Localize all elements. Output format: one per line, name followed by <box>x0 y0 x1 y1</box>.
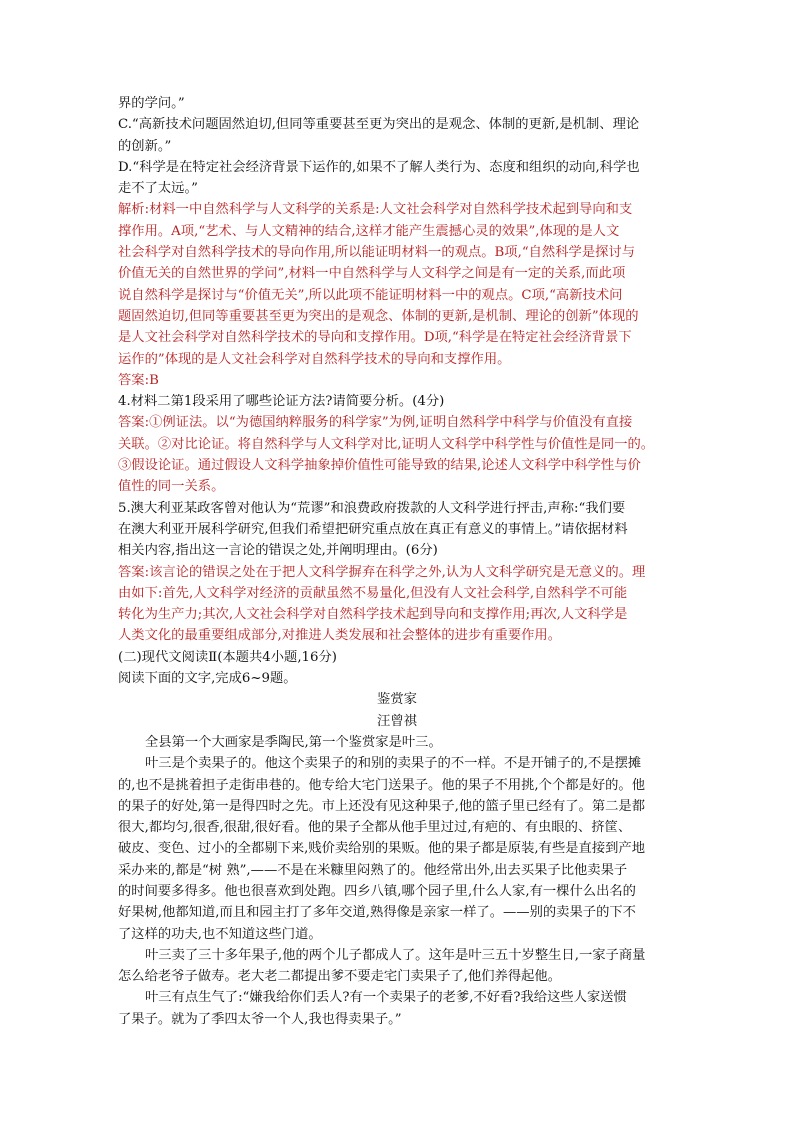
text-line: 叶三卖了三十多年果子,他的两个儿子都成人了。这年是叶三五十岁整生日,一家子商量 <box>145 947 646 963</box>
text-line: 转化为生产力;其次,人文社会科学对自然科学技术起到导向和支撑作用;再次,人文科学是 <box>118 607 628 623</box>
text-line: 运作的”体现的是人文社会科学对自然科学技术的导向和支撑作用。 <box>118 351 511 367</box>
text-line: 答案:B <box>118 372 159 388</box>
text-line: 撑作用。A项,“艺术、与人文精神的结合,这样才能产生震撼心灵的效果”,体现的是人文 <box>118 223 620 239</box>
text-line: 题固然迫切,但同等重要甚至更为突出的是观念、体制的更新,是机制、理论的创新”体现的 <box>118 308 639 324</box>
text-line: 相关内容,指出这一言论的错误之处,并阐明理由。(6分) <box>118 543 438 559</box>
text-line: 答案:该言论的错误之处在于把人文科学摒弃在科学之外,认为人文科学研究是无意义的。理 <box>118 564 646 580</box>
text-line: 汪曾祺 <box>377 713 417 729</box>
text-line: (二)现代文阅读Ⅱ(本题共4小题,16分) <box>118 649 337 665</box>
text-line: 由如下:首先,人文科学对经济的贡献虽然不易量化,但没有人文社会科学,自然科学不可能 <box>118 585 628 601</box>
text-line: 了这样的功夫,也不知道这些门道。 <box>118 926 322 942</box>
text-line: 关联。②对比论证。将自然科学与人文科学对比,证明人文科学中科学性与价值性是同一的。 <box>118 436 655 452</box>
text-line: 5.澳大利亚某政客曾对他认为“荒谬”和浪费政府拨款的人文科学进行抨击,声称:“我们要 <box>118 500 626 516</box>
text-line: 走不了太远。” <box>118 181 198 197</box>
text-line: 怎么给老爷子做寿。老大老二都提出爹不要走宅门卖果子了,他们养得起他。 <box>118 969 562 985</box>
text-line: 的果子的好处,第一是得四时之先。市上还没有见这种果子,他的篮子里已经有了。第二是都 <box>118 798 646 814</box>
text-line: 界的学问。” <box>118 96 185 111</box>
text-line: ③假设论证。通过假设人文科学抽象掉价值性可能导致的结果,论述人文科学中科学性与价 <box>118 458 641 474</box>
text-line: 全县第一个大画家是季陶民,第一个鉴赏家是叶三。 <box>145 734 442 750</box>
text-line: 的时间要多得多。他也很喜欢到处跑。四乡八镇,哪个园子里,什么人家,有一棵什么出名的 <box>118 883 636 899</box>
text-line: 在澳大利亚开展科学研究,但我们希望把研究重点放在真正有意义的事情上。”请依据材料 <box>118 521 628 537</box>
text-line: 的创新。” <box>118 138 172 154</box>
text-line: 破皮、变色、过小的全都剔下来,贱价卖给别的果贩。他的果子都是原装,有些是直接到产地 <box>118 841 646 857</box>
text-line: 好果树,他都知道,而且和园主打了多年交道,熟得像是亲家一样了。——别的卖果子的下不 <box>118 905 636 921</box>
text-line: C.“高新技术问题固然迫切,但同等重要甚至更为突出的是观念、体制的更新,是机制、理论 <box>118 117 640 133</box>
text-line: 叶三有点生气了:“嫌我给你们丢人?有一个卖果子的老爹,不好看?我给这些人家送惯 <box>145 990 627 1006</box>
text-line: 社会科学对自然科学技术的导向作用,所以能证明材料一的观点。B项,“自然科学是探讨与 <box>118 245 636 261</box>
text-line: 鉴赏家 <box>377 692 417 708</box>
text-line: 很大,都均匀,很香,很甜,很好看。他的果子全都从他手里过过,有疤的、有虫眼的、挤筐、 <box>118 820 632 836</box>
text-line: 阅读下面的文字,完成6~9题。 <box>118 671 297 687</box>
text-line: 说自然科学是探讨与“价值无关”,所以此项不能证明材料一中的观点。C项,“高新技术问 <box>118 287 623 303</box>
text-line: 叶三是个卖果子的。他这个卖果子的和别的卖果子的不一样。不是开铺子的,不是摆摊 <box>145 756 642 772</box>
text-line: 价值无关的自然世界的学问”,材料一中自然科学与人文科学之间是有一定的关系,而此项 <box>118 266 626 282</box>
text-line: 的,也不是挑着担子走街串巷的。他专给大宅门送果子。他的果子不用挑,个个都是好的。他 <box>118 777 646 793</box>
text-line: 是人文社会科学对自然科学技术的导向和支撑作用。D项,“科学是在特定社会经济背景下 <box>118 330 632 346</box>
text-line: 了果子。就为了季四太爷一个人,我也得卖果子。” <box>118 1011 402 1027</box>
text-line: 值性的同一关系。 <box>118 479 225 495</box>
text-line: 答案:①例证法。以“为德国纳粹服务的科学家”为例,证明自然科学中科学与价值没有直接 <box>118 415 633 431</box>
text-line: 人类文化的最重要组成部分,对推进人类发展和社会整体的进步有重要作用。 <box>118 628 562 644</box>
text-line: D.“科学是在特定社会经济背景下运作的,如果不了解人类行为、态度和组织的动向,科学也 <box>118 159 640 175</box>
text-line: 采办来的,都是“树 熟”,——不是在米糠里闷熟了的。他经常出外,出去买果子比他卖果子 <box>118 862 628 878</box>
text-line: 4.材料二第1段采用了哪些论证方法?请简要分析。(4分) <box>118 394 445 410</box>
text-line: 解析:材料一中自然科学与人文科学的关系是:人文社会科学对自然科学技术起到导向和支 <box>118 202 633 218</box>
document-page <box>118 93 676 1030</box>
